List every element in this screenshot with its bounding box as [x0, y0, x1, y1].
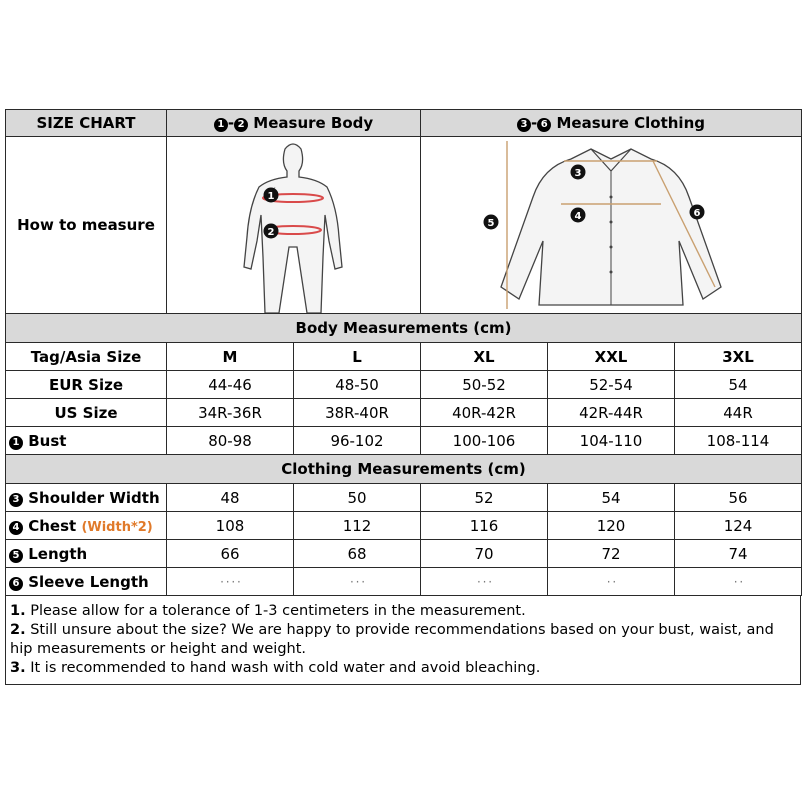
marker-4-icon: 4: [9, 521, 23, 535]
clothing-section-title: Clothing Measurements (cm): [6, 455, 802, 484]
table-cell: 66: [167, 540, 294, 568]
table-cell-obscured: · · ·: [294, 568, 421, 596]
table-cell: 40R-42R: [421, 399, 548, 427]
note-text: It is recommended to hand wash with cold water and avoid bleaching.: [25, 660, 541, 676]
shirt-figure-icon: [421, 137, 802, 313]
header-row: [6, 110, 802, 137]
row-label-text: Sleeve Length: [28, 572, 149, 591]
table-cell: 104-110: [548, 427, 675, 455]
table-cell: 52-54: [548, 371, 675, 399]
how-to-measure-label: How to measure: [6, 137, 167, 314]
marker-1-icon: 1: [214, 118, 228, 132]
table-cell-obscured: · · · ·: [167, 568, 294, 596]
table-row: [6, 427, 802, 455]
table-cell: 72: [548, 540, 675, 568]
marker-5-icon: 5: [9, 549, 23, 563]
measure-body-label: Measure Body: [253, 114, 374, 132]
marker-1-label: 1: [267, 191, 275, 202]
note-item: [10, 659, 796, 678]
row-label: [6, 512, 167, 540]
row-label: [6, 371, 167, 399]
marker-1-icon: 1: [9, 436, 23, 450]
table-cell: 108: [167, 512, 294, 540]
table-cell: 48-50: [294, 371, 421, 399]
table-cell: 116: [421, 512, 548, 540]
marker-6-icon: 6: [537, 118, 551, 132]
table-cell: 70: [421, 540, 548, 568]
table-cell: 44-46: [167, 371, 294, 399]
table-cell: 44R: [675, 399, 802, 427]
table-row: [6, 484, 802, 512]
table-cell: 112: [294, 512, 421, 540]
row-label-text: Bust: [28, 431, 67, 450]
measure-clothing-label: Measure Clothing: [556, 114, 705, 132]
marker-6-label: 6: [693, 208, 701, 219]
table-cell: 54: [548, 484, 675, 512]
row-label-text: Shoulder Width: [28, 488, 160, 507]
table-cell: 96-102: [294, 427, 421, 455]
table-row: [6, 512, 802, 540]
table-cell-obscured: · ·: [675, 568, 802, 596]
table-cell: 34R-36R: [167, 399, 294, 427]
note-item: [10, 602, 796, 621]
row-label-text: Length: [28, 544, 88, 563]
table-cell: M: [167, 343, 294, 371]
table-row: [6, 399, 802, 427]
table-cell: 50-52: [421, 371, 548, 399]
table-cell: 50: [294, 484, 421, 512]
row-label-text: Tag/Asia Size: [30, 347, 142, 366]
table-cell: 56: [675, 484, 802, 512]
marker-5-label: 5: [487, 218, 495, 229]
marker-3-icon: 3: [9, 493, 23, 507]
measure-body-header: 1 - 2 Measure Body: [167, 110, 421, 137]
row-label-text: Chest: [28, 516, 77, 535]
table-cell: 74: [675, 540, 802, 568]
table-cell-obscured: · ·: [548, 568, 675, 596]
table-cell: 80-98: [167, 427, 294, 455]
table-cell: 54: [675, 371, 802, 399]
marker-6-icon: 6: [9, 577, 23, 591]
marker-3-label: 3: [574, 168, 582, 179]
table-cell-obscured: · · ·: [421, 568, 548, 596]
table-cell: 42R-44R: [548, 399, 675, 427]
row-label-text: US Size: [54, 403, 118, 422]
body-figure-icon: [167, 137, 420, 313]
note-number: 1.: [10, 603, 26, 619]
marker-4-label: 4: [574, 211, 582, 222]
clothing-section-row: [6, 455, 802, 484]
notes-box: [5, 596, 801, 685]
table-cell: 124: [675, 512, 802, 540]
row-label-text: EUR Size: [48, 375, 124, 394]
size-chart: [5, 109, 801, 685]
table-cell: XXL: [548, 343, 675, 371]
table-cell: XL: [421, 343, 548, 371]
table-cell: 48: [167, 484, 294, 512]
note-text: Still unsure about the size? We are happy to provide recommendations based on your bust, waist, and hip measurements or height and weight.: [10, 622, 774, 657]
note-number: 3.: [10, 660, 26, 676]
table-row: [6, 540, 802, 568]
note-item: [10, 621, 796, 659]
marker-3-icon: 3: [517, 118, 531, 132]
table-cell: 108-114: [675, 427, 802, 455]
table-cell: 52: [421, 484, 548, 512]
body-diagram: [167, 137, 421, 314]
table-row: [6, 343, 802, 371]
table-row: [6, 371, 802, 399]
table-cell: 38R-40R: [294, 399, 421, 427]
row-label: [6, 427, 167, 455]
table-cell: 100-106: [421, 427, 548, 455]
size-chart-table: [5, 109, 802, 596]
table-cell: L: [294, 343, 421, 371]
table-cell: 3XL: [675, 343, 802, 371]
marker-2-label: 2: [267, 227, 275, 238]
note-text: Please allow for a tolerance of 1-3 centimeters in the measurement.: [25, 603, 526, 619]
diagram-row: [6, 137, 802, 314]
table-row: [6, 568, 802, 596]
size-chart-title: SIZE CHART: [6, 110, 167, 137]
table-cell: 120: [548, 512, 675, 540]
row-label: [6, 540, 167, 568]
row-label: [6, 484, 167, 512]
table-cell: 68: [294, 540, 421, 568]
body-section-row: [6, 314, 802, 343]
width-note: (Width*2): [81, 519, 153, 535]
row-label: [6, 343, 167, 371]
measure-clothing-header: 3 - 6 Measure Clothing: [421, 110, 802, 137]
body-section-title: Body Measurements (cm): [6, 314, 802, 343]
row-label: [6, 568, 167, 596]
row-label: [6, 399, 167, 427]
shirt-diagram: [421, 137, 802, 314]
marker-2-icon: 2: [234, 118, 248, 132]
note-number: 2.: [10, 622, 26, 638]
